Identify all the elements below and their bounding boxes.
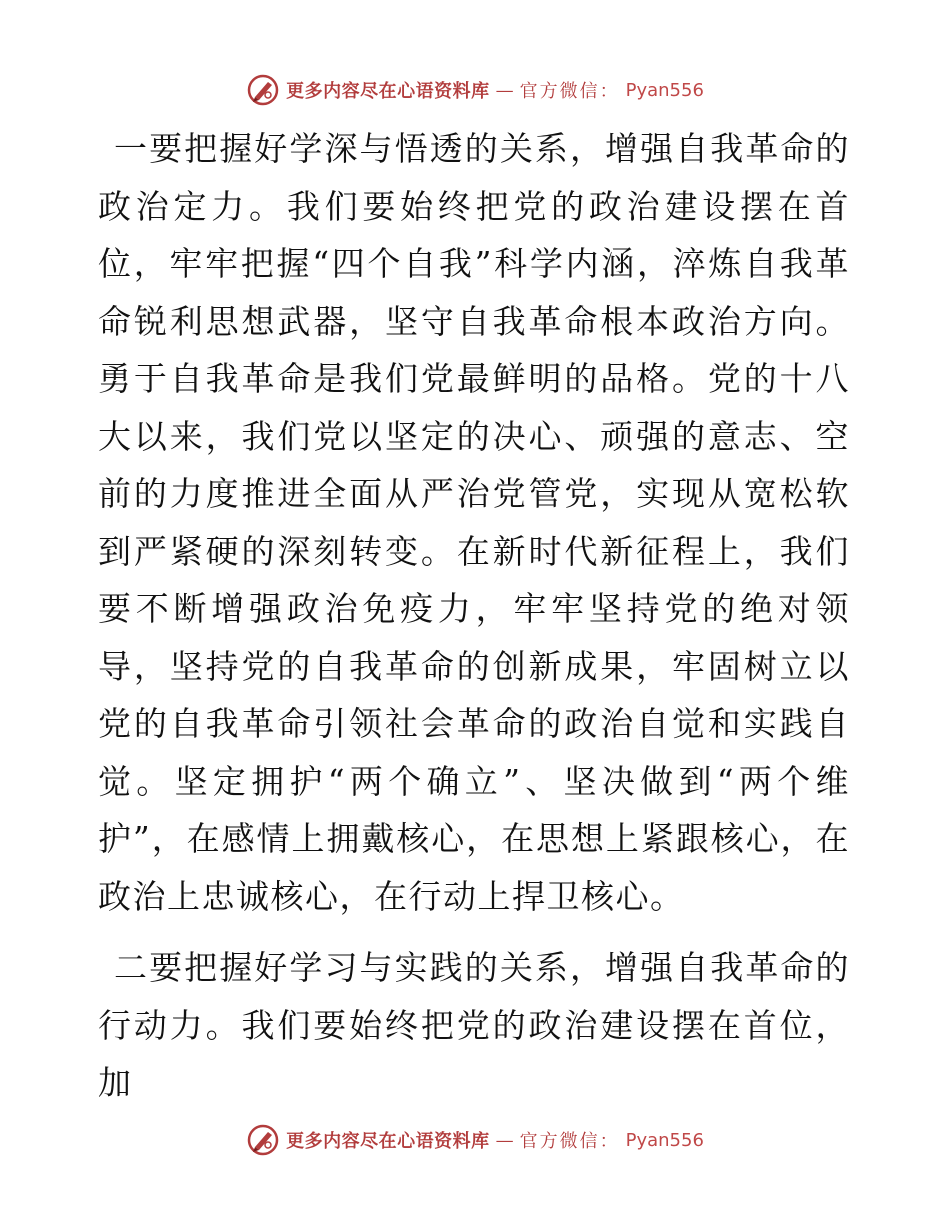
pen-logo-icon <box>246 1123 280 1157</box>
footer-watermark <box>0 1120 950 1160</box>
watermark-dash: — <box>495 79 514 101</box>
paragraph-2: 二要把握好学习与实践的关系，增强自我革命的行动力。我们要始终把党的政治建设摆在首位，加 <box>98 948 850 1102</box>
watermark-dash: — <box>495 1129 514 1151</box>
watermark-subtitle: 官方微信： <box>519 1131 620 1152</box>
watermark-title: 更多内容尽在心语资料库 <box>286 1131 490 1152</box>
watermark-title: 更多内容尽在心语资料库 <box>286 81 490 102</box>
header-watermark <box>0 70 950 110</box>
watermark-subtitle: 官方微信： <box>519 81 620 102</box>
watermark-account: Pyan556 <box>625 1129 704 1151</box>
paragraph-1: 一要把握好学深与悟透的关系，增强自我革命的政治定力。我们要始终把党的政治建设摆在首位，牢牢把握“四个自我”科学内涵，淬炼自我革命锐利思想武器，坚守自我革命根本政治方向。勇于自我革命是我们党最鲜明的品格。党的十八大以来，我们党以坚定的决心、顽强的意志、空前的力度推进全面从严治党管党，实现从宽松软到严紧硬的深刻转变。在新时代新征程上，我们要不断增强政治免疫力，牢牢坚持党的绝对领导，坚持党的自我革命的创新成果，牢固树立以党的自我革命引领社会革命的政治自觉和实践自觉。坚定拥护“两个确立”、坚决做到“两个维护”，在感情上拥戴核心，在思想上紧跟核心，在政治上忠诚核心，在行动上捍卫核心。 <box>98 129 850 916</box>
document-body <box>98 120 850 1112</box>
watermark-account: Pyan556 <box>625 79 704 101</box>
pen-logo-icon <box>246 73 280 107</box>
